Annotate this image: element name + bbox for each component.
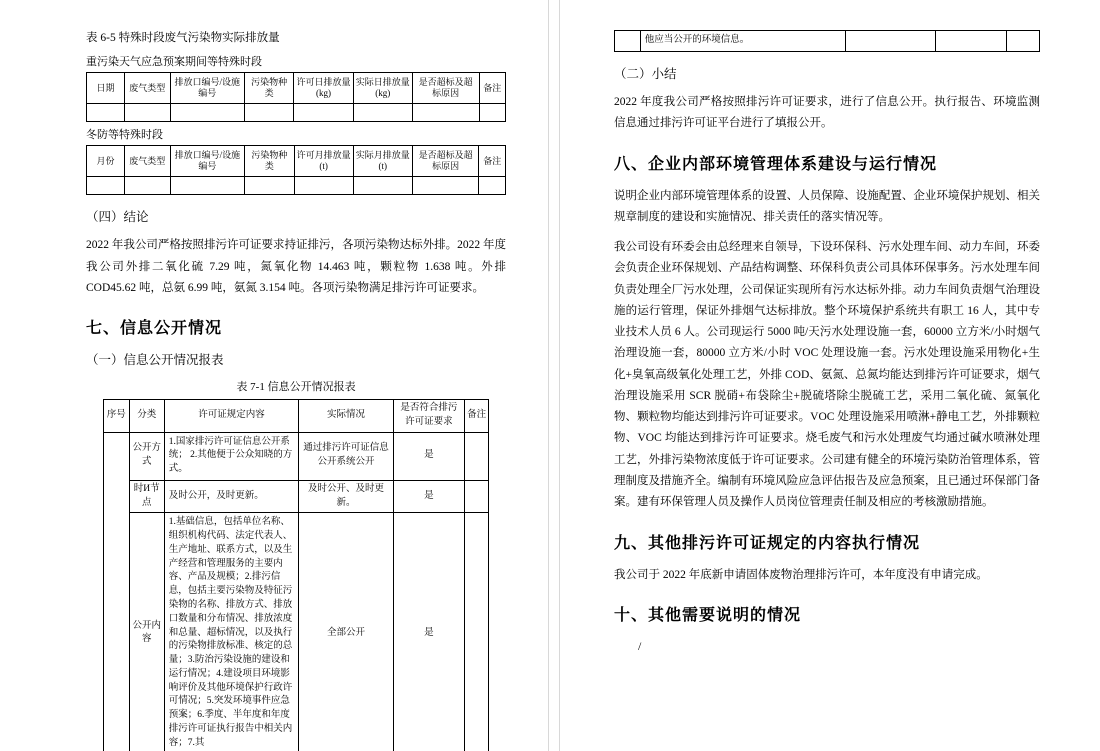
table-cell — [170, 177, 245, 195]
table-header-cell: 备注 — [465, 400, 489, 433]
table-cell-note — [1006, 31, 1039, 52]
table-cell-category: 时И节点 — [129, 480, 164, 513]
document-page-left — [0, 0, 548, 751]
section-10-text: / — [638, 638, 642, 653]
table-header-cell: 备注 — [479, 73, 505, 104]
table-row — [615, 31, 1040, 52]
table-cell — [170, 104, 244, 122]
conclusion-text: 2022 年我公司严格按照排污许可证要求持证排污，各项污染物达标外排。2022 年度我公司外排二氧化硫 7.29 吨，氮氧化物 14.463 吨，颗粒物 1.638 吨。外排 COD45.62 吨，总氨 6.99 吨，氨氮 3.154 吨。各项污染物满足排污许可证要求。 — [86, 239, 506, 294]
table-6-5-section2 — [86, 145, 506, 195]
table-cell — [412, 104, 479, 122]
table-header-cell: 许可月排放量(t) — [294, 146, 353, 177]
table-cell-content: 1.基础信息，包括单位名称、组织机构代码、法定代表人、生产地址、联系方式，以及生产经营和管理服务的主要内容、产品及规模；2.排污信息，包括主要污染物及特征污染物的名称、排放方式、排放口数量和分布情况、排放浓度和总量、超标情况，以及执行的污染物排放标准、核定的总量；3.防治污染设施的建设和运行情况；4.建设项目环境影响评价及其他环境保护行政许可情况；5.突发环境事件应急预案；6.季度、半年度和年度排污许可证执行报告中相关内容；7.其 — [164, 513, 299, 751]
table-cell-actual: 全部公开 — [299, 513, 393, 751]
table-header-cell: 实际日排放量(kg) — [353, 73, 412, 104]
table-header-cell: 排放口编号/设施编号 — [170, 73, 244, 104]
table-cell — [353, 177, 412, 195]
table-cell-content: 1.国家排污许可证信息公开系统； 2.其他便于公众知晓的方式。 — [164, 432, 299, 480]
table-header-cell: 是否超标及超标原因 — [412, 73, 479, 104]
table-cell-conform: 是 — [393, 513, 464, 751]
table-6-5-caption: 表 6-5 特殊时段废气污染物实际排放量 — [86, 32, 280, 44]
table-7-1-caption: 表 7-1 信息公开情况报表 — [236, 381, 356, 394]
conclusion-heading: （四）结论 — [86, 210, 149, 225]
table-cell — [412, 177, 479, 195]
table-row — [87, 104, 506, 122]
table-header-cell: 许可证规定内容 — [164, 400, 299, 433]
section-7-heading: 七、信息公开情况 — [86, 320, 223, 338]
table-row — [103, 480, 488, 513]
table-cell-conform: 是 — [393, 432, 464, 480]
table-cell-actual: 及时公开、及时更新。 — [299, 480, 393, 513]
table-7-1 — [103, 399, 489, 751]
table-cell — [294, 177, 353, 195]
table-header-cell: 分类 — [129, 400, 164, 433]
summary-heading: （二）小结 — [614, 67, 677, 81]
table-cell — [479, 177, 506, 195]
table-header-cell: 月份 — [87, 146, 125, 177]
section-9-text: 我公司于 2022 年底新申请固体废物治理排污许可，本年度没有申请完成。 — [614, 568, 988, 581]
table-cell-conform: 是 — [393, 480, 464, 513]
table-cell — [87, 177, 125, 195]
table-cell-actual — [846, 31, 936, 52]
document-page-right — [560, 0, 1100, 751]
table-header-cell: 备注 — [479, 146, 506, 177]
section-8-body: 我公司设有环委会由总经理来自领导，下设环保科、污水处理车间、动力车间，环委会负责企业环保规划、产品结构调整、环保科负责公司具体环保事务。污水处理车间负责处理全厂污水处理，公司保证实现所有污水达标外排。动力车间负责烟气治理设施的运行管理，保证外排烟气达标排放。整个环境保护系统共有职工 16 人，其中专业技术人员 6 人。公司现运行 5000 吨/天污水处理设施一套，60000 立方米/小时烟气治理设施一套，80000 立方米/小时 VOC 处理设施一套。污水处理设施采用物化+生化+臭氧高级氧化处理工艺，外排 COD、氨氮、总氮均能达到排污许可证要求，烟气治理设施采用 SCR 脱硝+布袋除尘+脱硫塔除尘脱硫工艺，采用二氧化硫、氮氧化物、颗粒物均能达到排污许可证要求。VOC 处理设施采用喷淋+静电工艺，外排颗粒物、VOC 均能达到排污许可证要求。烧毛废气和污水处理废气均通过碱水喷淋处理工艺，外排污染物浓度低于许可证要求。公司建有健全的环境污染防治管理体系，管理制度及措施齐全。编制有环境风险应急评估报告及应急预案，且已通过环保部门备案。建有环保管理人员及操作人员岗位管理责任制及相应的考核激励措施。 — [614, 241, 1040, 509]
table-cell — [294, 104, 353, 122]
page-divider — [548, 0, 560, 751]
section-8-intro: 说明企业内部环境管理体系的设置、人员保障、设施配置、企业环境保护规划、相关规章制度的建设和实施情况、排关责任的落实情况等。 — [614, 189, 1040, 223]
table-row — [103, 432, 488, 480]
table-row — [103, 513, 488, 751]
table-cell-note — [465, 513, 489, 751]
table-cell-content: 他应当公开的环境信息。 — [640, 31, 846, 52]
table-6-5-section2-label: 冬防等特殊时段 — [86, 129, 163, 142]
table-cell-note — [465, 432, 489, 480]
section-8-heading: 八、企业内部环境管理体系建设与运行情况 — [614, 155, 938, 173]
table-header-cell: 排放口编号/设施编号 — [170, 146, 245, 177]
table-cell — [87, 104, 125, 122]
table-cell — [124, 104, 170, 122]
table-header-cell: 污染物种类 — [244, 73, 293, 104]
table-cell-seq — [103, 432, 129, 751]
table-header-cell: 是否符合排污许可证要求 — [393, 400, 464, 433]
table-cell-actual: 通过排污许可证信息公开系统公开 — [299, 432, 393, 480]
table-cell-category: 公开方式 — [129, 432, 164, 480]
table-header-cell: 废气类型 — [124, 146, 170, 177]
table-cell-note — [465, 480, 489, 513]
table-7-1-continued — [614, 30, 1040, 52]
table-row — [87, 73, 506, 104]
table-6-5-section1 — [86, 72, 506, 122]
table-header-cell: 废气类型 — [124, 73, 170, 104]
table-7-1-wrapper — [103, 399, 489, 751]
table-row — [103, 400, 488, 433]
table-row — [87, 146, 506, 177]
table-header-cell: 是否超标及超标原因 — [412, 146, 479, 177]
table-cell — [353, 104, 412, 122]
table-cell — [479, 104, 505, 122]
table-row — [87, 177, 506, 195]
table-cell-conform — [935, 31, 1006, 52]
table-header-cell: 实际情况 — [299, 400, 393, 433]
table-header-cell: 序号 — [103, 400, 129, 433]
table-header-cell: 实际月排放量(t) — [353, 146, 412, 177]
table-header-cell: 日期 — [87, 73, 125, 104]
section-10-heading: 十、其他需要说明的情况 — [614, 606, 802, 624]
section-7-subheading: （一）信息公开情况报表 — [86, 353, 224, 368]
table-cell — [244, 104, 293, 122]
table-header-cell: 污染物种类 — [245, 146, 294, 177]
table-cell-category: 公开内容 — [129, 513, 164, 751]
table-cell — [245, 177, 294, 195]
table-cell — [124, 177, 170, 195]
summary-text: 2022 年度我公司严格按照排污许可证要求，进行了信息公开。执行报告、环境监测信息通过排污许可证平台进行了填报公开。 — [614, 96, 1040, 130]
table-cell-content: 及时公开，及时更新。 — [164, 480, 299, 513]
section-9-heading: 九、其他排污许可证规定的内容执行情况 — [614, 534, 921, 552]
table-header-cell: 许可日排放量(kg) — [294, 73, 353, 104]
table-6-5-section1-label: 重污染天气应急预案期间等特殊时段 — [86, 56, 262, 69]
table-cell-seq — [615, 31, 641, 52]
